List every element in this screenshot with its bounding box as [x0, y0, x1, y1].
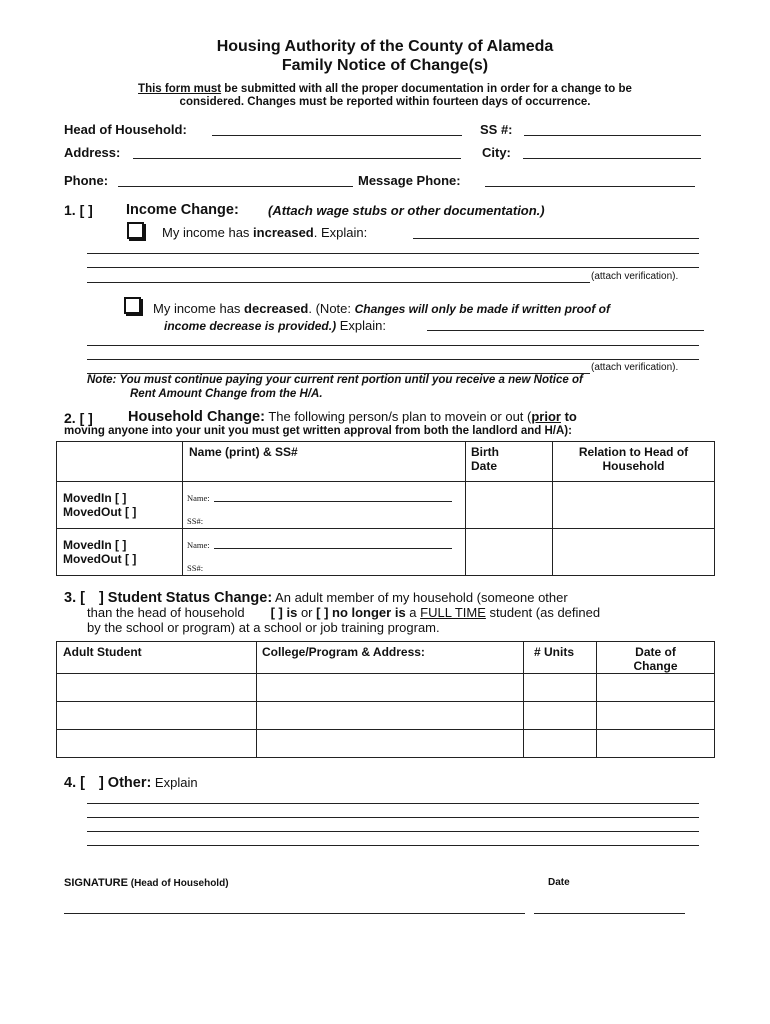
student-row [57, 674, 715, 702]
income-decreased-text [153, 301, 610, 316]
name-ss-cell[interactable] [183, 482, 466, 529]
address-label: Address: [64, 145, 121, 160]
moved-cell [57, 482, 183, 529]
household-row [57, 529, 715, 576]
name-label: Name: [187, 540, 210, 550]
household-header-blank [57, 442, 183, 482]
signature-line[interactable] [64, 913, 525, 914]
section-1-number[interactable]: 1. [ ] [64, 202, 93, 218]
section-3-number[interactable]: 3. [ [64, 590, 85, 606]
city-field[interactable] [523, 158, 701, 159]
phone-field[interactable] [118, 186, 353, 187]
student-header-adult [57, 642, 257, 674]
section-2-number[interactable]: 2. [ ] [64, 410, 93, 426]
col-date-1: Date of [635, 645, 676, 659]
household-header-birth [466, 442, 553, 482]
rent-note-line-2: Rent Amount Change from the H/A. [130, 388, 323, 400]
s3-l2e: a [405, 605, 421, 620]
col-rel-2: Household [602, 459, 665, 473]
decrease-explain-line[interactable] [427, 330, 704, 331]
rent-note-line-1: Note: You must continue paying your current rent portion until you receive a new Notice of [87, 374, 583, 386]
decrease-line-2[interactable] [87, 345, 699, 346]
section-2-desc-b: to [560, 409, 577, 424]
date-cell[interactable] [597, 674, 715, 702]
student-table [56, 641, 715, 758]
college-cell[interactable] [257, 674, 524, 702]
name-label: Name: [187, 493, 210, 503]
form-title-agency: Housing Authority of the County of Alameda [216, 38, 554, 55]
moved-cell [57, 529, 183, 576]
date-cell[interactable] [597, 702, 715, 730]
name-ss-cell[interactable] [183, 529, 466, 576]
attach-verification-1: (attach verification). [591, 271, 679, 282]
household-row [57, 482, 715, 529]
inc-text-c: . Explain: [313, 225, 368, 240]
student-cell[interactable] [57, 702, 257, 730]
other-line-2[interactable] [87, 817, 699, 818]
income-decreased-checkbox[interactable] [124, 297, 141, 314]
income-decrease-proof [164, 318, 386, 333]
student-header-row [57, 642, 715, 674]
birth-cell[interactable] [466, 482, 553, 529]
signature-head: (Head of Household) [127, 878, 229, 889]
head-of-household-field[interactable] [212, 135, 462, 136]
student-header-units [524, 642, 597, 674]
date-label: Date [548, 877, 570, 888]
section-2-title: Household Change: [128, 409, 265, 425]
section-3-heading [64, 590, 568, 606]
s3-l2a: than the head of household [87, 605, 245, 620]
section-2-desc-a: The following person/s plan to movein or out ( [264, 409, 532, 424]
increase-line-4[interactable] [87, 282, 590, 283]
units-cell[interactable] [524, 702, 597, 730]
increase-line-2[interactable] [87, 253, 699, 254]
moved-in[interactable]: MovedIn [ ] [63, 538, 127, 552]
student-cell[interactable] [57, 674, 257, 702]
message-phone-field[interactable] [485, 186, 695, 187]
col-name-label: Name (print) & SS# [189, 445, 298, 459]
household-header-relation [553, 442, 715, 482]
ss-label: SS #: [480, 122, 513, 137]
other-line-1[interactable] [87, 803, 699, 804]
ss-label-small: SS#: [187, 516, 204, 526]
college-cell[interactable] [257, 702, 524, 730]
ss-field[interactable] [524, 135, 701, 136]
s3-l2g: student (as defined [485, 605, 601, 620]
s3-no-longer-option[interactable]: [ ] no longer is [316, 605, 406, 620]
units-cell[interactable] [524, 674, 597, 702]
col-date-2: Change [633, 659, 678, 673]
inc-text-a: My income has [162, 225, 254, 240]
moved-out[interactable]: MovedOut [ ] [63, 552, 137, 566]
message-phone-label: Message Phone: [358, 173, 461, 188]
s3-is-option[interactable]: [ ] is [270, 605, 298, 620]
student-row [57, 730, 715, 758]
section-1-note: (Attach wage stubs or other documentation.) [268, 203, 545, 218]
form-title: Family Notice of Change(s) [281, 57, 489, 74]
col-birth-2: Date [471, 459, 498, 473]
col-units: # Units [534, 645, 575, 659]
decrease-line-3[interactable] [87, 359, 699, 360]
section-4-heading [64, 775, 198, 791]
col-college: College/Program & Address: [262, 645, 425, 659]
income-increased-checkbox[interactable] [127, 222, 144, 239]
student-row [57, 702, 715, 730]
section-2-prior: prior [531, 409, 561, 424]
phone-label: Phone: [64, 173, 109, 188]
household-header-row [57, 442, 715, 482]
section-3-desc: An adult member of my household (someone other [272, 590, 568, 605]
intro-line-2: considered. Changes must be reported within fourteen days of occurrence. [179, 96, 591, 108]
other-line-4[interactable] [87, 845, 699, 846]
section-4-title: ] Other: [98, 775, 152, 791]
section-3-line-2 [87, 605, 600, 620]
household-header-name [183, 442, 466, 482]
section-3-line-3: by the school or program) at a school or job training program. [87, 620, 440, 635]
s3-full-time: FULL TIME [420, 605, 486, 620]
signature-word: SIGNATURE [64, 877, 128, 889]
birth-cell[interactable] [466, 529, 553, 576]
date-line[interactable] [534, 913, 685, 914]
dec-text-e: income decrease is provided.) [164, 319, 337, 333]
dec-text-a: My income has [153, 301, 245, 316]
head-of-household-label: Head of Household: [64, 122, 187, 137]
household-change-table [56, 441, 715, 576]
income-increased-text [162, 225, 367, 240]
dec-text-c: . (Note: [308, 301, 355, 316]
signature-label [64, 877, 229, 889]
section-2-heading [128, 409, 577, 425]
col-adult: Adult Student [63, 645, 142, 659]
name-line[interactable] [214, 501, 452, 502]
col-rel-1: Relation to Head of [578, 445, 689, 459]
section-4-number[interactable]: 4. [ [64, 775, 85, 791]
city-label: City: [482, 145, 511, 160]
section-3-title: ] Student Status Change: [98, 590, 273, 606]
student-header-date [597, 642, 715, 674]
address-field[interactable] [133, 158, 461, 159]
dec-text-b: decreased [244, 301, 309, 316]
units-cell[interactable] [524, 730, 597, 758]
increase-explain-line[interactable] [413, 238, 699, 239]
dec-text-d: Changes will only be made if written proof of [354, 302, 610, 316]
section-4-explain: Explain [151, 775, 198, 790]
dec-text-f: Explain: [336, 318, 386, 333]
other-line-3[interactable] [87, 831, 699, 832]
student-header-college [257, 642, 524, 674]
moved-in[interactable]: MovedIn [ ] [63, 491, 127, 505]
relation-cell[interactable] [553, 529, 715, 576]
name-line[interactable] [214, 548, 452, 549]
attach-verification-2: (attach verification). [591, 362, 679, 373]
s3-l2c: or [297, 605, 317, 620]
intro-line-1 [0, 83, 770, 95]
increase-line-3[interactable] [87, 267, 699, 268]
col-birth-1: Birth [471, 445, 499, 459]
ss-label-small: SS#: [187, 563, 204, 573]
student-cell[interactable] [57, 730, 257, 758]
section-2-line-2: moving anyone into your unit you must get written approval from both the landlord and H/A): [64, 425, 572, 437]
date-cell[interactable] [597, 730, 715, 758]
college-cell[interactable] [257, 730, 524, 758]
relation-cell[interactable] [553, 482, 715, 529]
intro-rest: be submitted with all the proper documentation in order for a change to be [221, 83, 632, 95]
moved-out[interactable]: MovedOut [ ] [63, 505, 137, 519]
section-1-title: Income Change: [126, 202, 239, 218]
intro-must: This form must [138, 83, 222, 95]
inc-text-b: increased [253, 225, 314, 240]
